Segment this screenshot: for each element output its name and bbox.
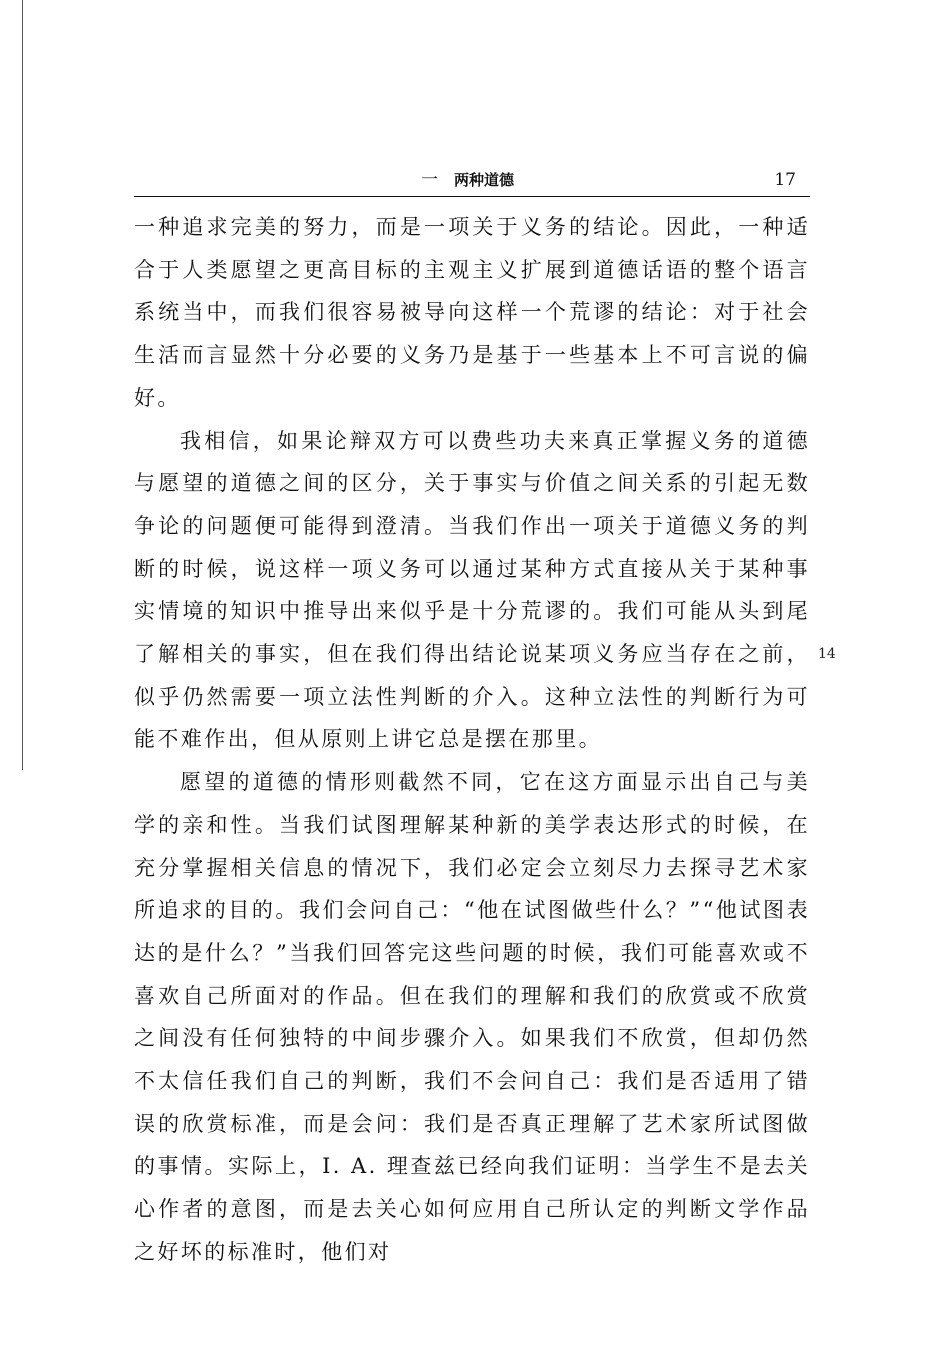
- original-page-marker: 14: [818, 646, 836, 662]
- paragraph: 愿望的道德的情形则截然不同，它在这方面显示出自己与美学的亲和性。当我们试图理解某种新的美学表达形式的时候，在充分掌握相关信息的情况下，我们必定会立刻尽力去探寻艺术家所追求的目的。我们会问自己：“他在试图做些什么？”“他试图表达的是什么？”当我们回答完这些问题的时候，我们可能喜欢或不喜欢自己所面对的作品。但在我们的理解和我们的欣赏或不欣赏之间没有任何独特的中间步骤介入。如果我们不欣赏，但却仍然不太信任我们自己的判断，我们不会问自己：我们是否适用了错误的欣赏标准，而是会问：我们是否真正理解了艺术家所试图做的事情。实际上，I. A. 理查兹已经向我们证明：当学生不是去关心作者的意图，而是去关心如何应用自己所认定的判断文学作品之好坏的标准时，他们对: [134, 770, 810, 1264]
- running-head-dash: 一: [421, 170, 438, 190]
- paragraph: 我相信，如果论辩双方可以费些功夫来真正掌握义务的道德与愿望的道德之间的区分，关于事实与价值之间关系的引起无数争论的问题便可能得到澄清。当我们作出一项关于道德义务的判断的时候，说这样一项义务可以通过某种方式直接从关于某种事实情境的知识中推导出来似乎是十分荒谬的。我们可能从头到尾了解相关的事实，但在我们得出结论说某项义务应当存在之前，似乎仍然需要一项立法性判断的介入。这种立法性的判断行为可能不难作出，但从原则上讲它总是摆在那里。: [134, 428, 810, 752]
- paragraph-continuation: 一种追求完美的努力，而是一项关于义务的结论。因此，一种适合于人类愿望之更高目标的主观主义扩展到道德话语的整个语言系统当中，而我们很容易被导向这样一个荒谬的结论：对于社会生活而言显然十分必要的义务乃是基于一些基本上不可言说的偏好。: [134, 215, 810, 410]
- running-head-section-title: 两种道德: [454, 171, 515, 189]
- page-number: 17: [774, 170, 796, 190]
- binding-edge-line: [22, 0, 23, 770]
- body-text: [134, 206, 810, 1274]
- running-head: [134, 168, 810, 196]
- running-head-rule: [134, 196, 810, 197]
